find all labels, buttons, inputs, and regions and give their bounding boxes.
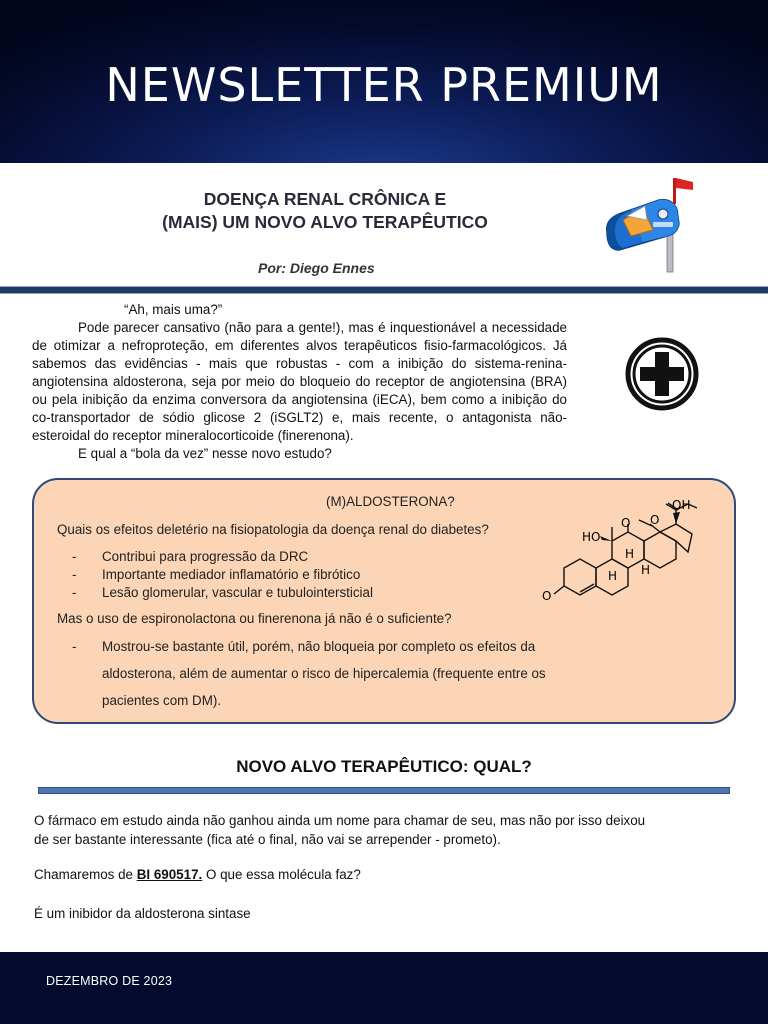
bullet-item: Contribui para progressão da DRC [102, 549, 309, 564]
aldosterone-structure-diagram [532, 496, 706, 606]
molecule-label-o: O [650, 513, 660, 527]
intro-quote: “Ah, mais uma?” [124, 302, 223, 317]
intro-question: E qual a “bola da vez” nesse novo estudo? [78, 446, 332, 461]
body-paragraph-2 [34, 865, 361, 884]
mailbox-icon [597, 170, 705, 274]
article-title-line1: DOENÇA RENAL CRÔNICA E [203, 189, 447, 209]
section-divider [38, 787, 730, 794]
article-title [120, 188, 530, 234]
molecule-label-h: H [641, 563, 651, 577]
box-question-2: Mas o uso de espironolactona ou finerenona já não é o suficiente? [57, 611, 452, 626]
body-text-suffix: O que essa molécula faz? [202, 867, 361, 882]
body-paragraph-1-line-2: de ser bastante interessante (fica até o final, não vai se arrepender - prometo). [34, 832, 501, 847]
body-paragraph-3: É um inibidor da aldosterona sintase [34, 906, 251, 921]
author-byline: Por: Diego Ennes [258, 260, 375, 276]
bullet-item-line: pacientes com DM). [102, 693, 222, 708]
box-heading: (M)ALDOSTERONA? [326, 494, 455, 509]
body-text-prefix: Chamaremos de [34, 867, 137, 882]
section-title: NOVO ALVO TERAPÊUTICO: QUAL? [236, 757, 532, 776]
molecule-label-o: O [542, 589, 552, 603]
box-question-1: Quais os efeitos deletério na fisiopatologia da doença renal do diabetes? [57, 522, 489, 537]
bullet-item: Importante mediador inflamatório e fibrótico [102, 567, 361, 582]
molecule-label-ho: HO [582, 530, 601, 544]
section-divider [0, 286, 768, 294]
bullet-dash: - [72, 639, 77, 654]
bullet-dash: - [72, 549, 77, 564]
bullet-dash: - [72, 567, 77, 582]
bullet-item: Lesão glomerular, vascular e tubulointersticial [102, 585, 373, 600]
footer-date: DEZEMBRO DE 2023 [46, 974, 173, 988]
molecule-label-oh: OH [672, 498, 691, 512]
footer-bar [0, 952, 768, 1024]
molecule-label-o: O [621, 516, 631, 530]
bullet-dash: - [72, 585, 77, 600]
body-paragraph-1-line-1: O fármaco em estudo ainda não ganhou ainda um nome para chamar de seu, mas não por isso deixou [34, 813, 646, 828]
newsletter-title: NEWSLETTER PREMIUM [105, 58, 663, 112]
intro-paragraph: Pode parecer cansativo (não para a gente!), mas é inquestionável a necessidade de otimizar a nefroproteção, em diferentes alvos terapêuticos fisio-farmacológicos. Já sabemos das evidências - mais que robustas - com a inibição do sistema-renina-angiotensina aldosterona, seja por meio do bloqueio do receptor de angiotensina (BRA) ou pela inibição da enzima conversora da angiotensina (iECA), bem como a inibição do co-transportador de sódio glicose 2 (iSGLT2) e, mais recente, o antagonista não-esteroidal do receptor mineralocorticoide (finerenona). [32, 320, 567, 443]
drug-code: BI 690517. [136, 867, 203, 882]
molecule-label-h: H [625, 547, 635, 561]
plus-circle-icon [624, 336, 700, 412]
molecule-label-h: H [608, 569, 618, 583]
bullet-item-line: Mostrou-se bastante útil, porém, não bloqueia por completo os efeitos da [102, 639, 536, 654]
article-title-line2: (MAIS) UM NOVO ALVO TERAPÊUTICO [162, 212, 488, 232]
bullet-item-line: aldosterona, além de aumentar o risco de hipercalemia (frequente entre os [102, 666, 546, 681]
intro-text [32, 301, 567, 463]
